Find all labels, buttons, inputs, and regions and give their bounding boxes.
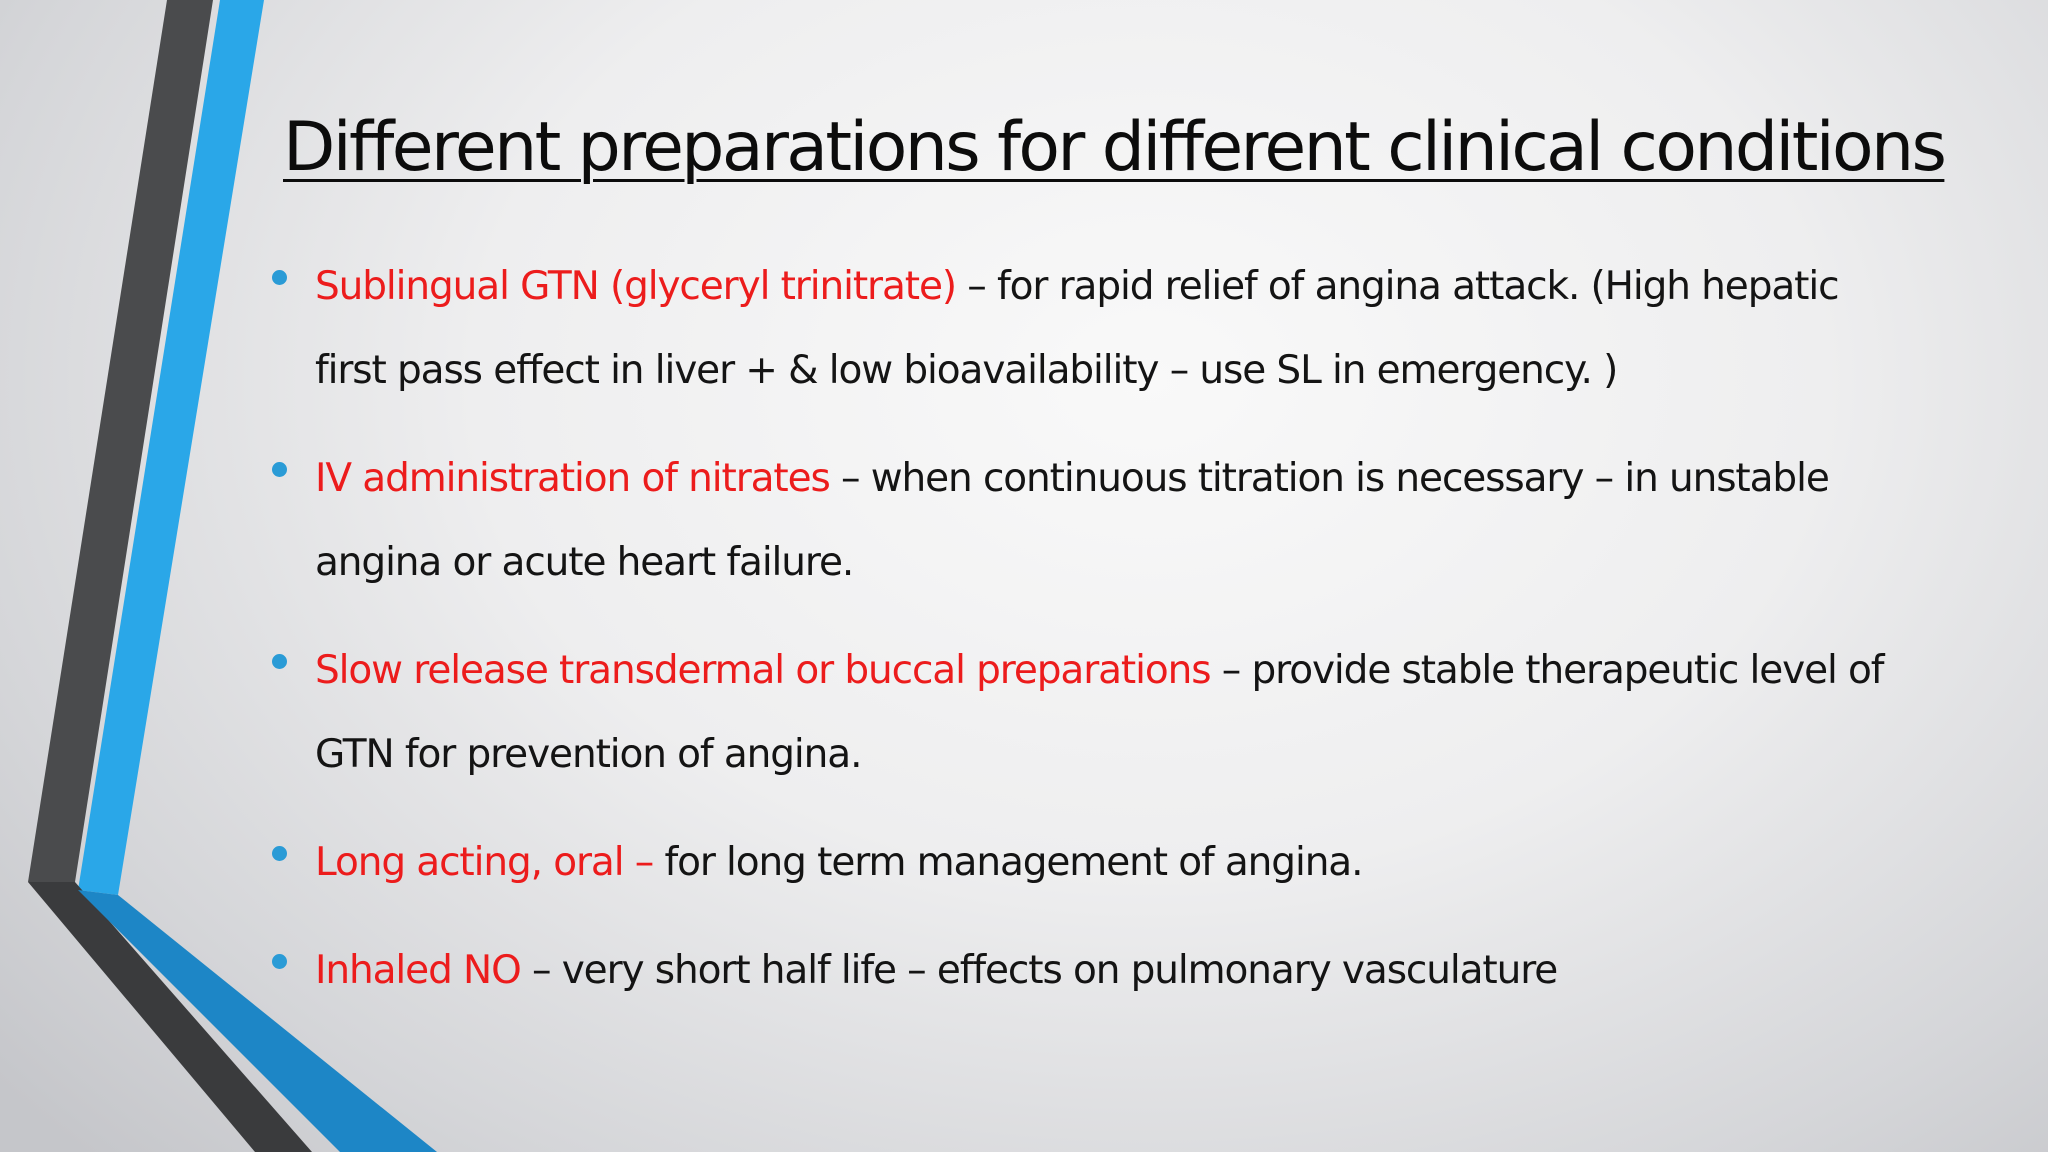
bullet-dot-icon	[272, 846, 287, 861]
bullet-dot-icon	[272, 654, 287, 669]
bullet-dot-icon	[272, 954, 287, 969]
bullet-highlight: Slow release transdermal or buccal preparations	[315, 648, 1211, 693]
bullet-item	[270, 437, 1920, 605]
bullet-item	[270, 629, 1920, 797]
bullet-text: – very short half life – effects on pulmonary vasculature	[520, 948, 1558, 993]
bullet-list	[270, 245, 1920, 1037]
bullet-highlight: IV administration of nitrates	[315, 456, 830, 501]
bullet-highlight: Long acting, oral –	[315, 840, 654, 885]
bullet-item	[270, 821, 1920, 905]
bullet-text: for long term management of angina.	[653, 840, 1363, 885]
bullet-text: – when continuous titration is necessary – in unstable angina or acute heart failure.	[315, 456, 1829, 585]
bullet-text: – provide stable therapeutic level of GTN for prevention of angina.	[315, 648, 1884, 777]
slide-title: Different preparations for different clinical conditions	[283, 108, 1945, 187]
bullet-item	[270, 245, 1920, 413]
bullet-text: – for rapid relief of angina attack. (High hepatic first pass effect in liver + & low bioavailability – use SL in emergency. )	[315, 264, 1839, 393]
bullet-dot-icon	[272, 270, 287, 285]
bullet-item	[270, 929, 1920, 1013]
bullet-highlight: Sublingual GTN (glyceryl trinitrate)	[315, 264, 956, 309]
bullet-dot-icon	[272, 462, 287, 477]
bullet-highlight: Inhaled NO	[315, 948, 521, 993]
